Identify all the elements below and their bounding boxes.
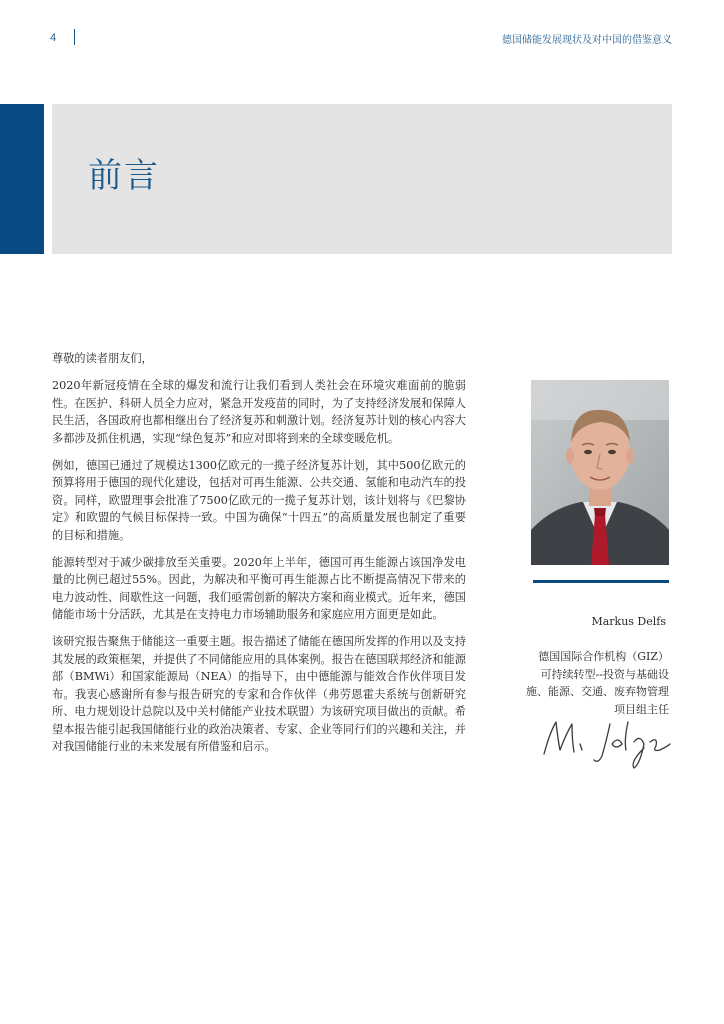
author-portrait [531, 380, 669, 565]
author-name: Markus Delfs [591, 615, 666, 628]
paragraph-2: 例如，德国已通过了规模达1300亿欧元的一揽子经济复苏计划，其中500亿欧元的预算将用于德国的现代化建设，包括对可再生能源、公共交通、氢能和电动汽车的投资。同样，欧盟理事会批准了7500亿欧元的一揽子复苏计划，该计划将与《巴黎协定》和欧盟的气候目标保持一致。中国为确保“十四五”的高质量发展也制定了重要的目标和措施。 [52, 458, 466, 542]
photo-rule [533, 580, 669, 583]
affiliation-line: 德国国际合作机构（GIZ） [538, 650, 669, 663]
author-affiliation [500, 648, 669, 718]
accent-bar [0, 104, 44, 254]
paragraph-3: 能源转型对于减少碳排放至关重要。2020年上半年，德国可再生能源占该国净发电量的比例已超过55%。因此，为解决和平衡可再生能源占比不断提高情况下带来的电力波动性、间歇性这一问题，我们亟需创新的解决方案和商业模式。近年来，德国储能市场十分活跃，尤其是在支持电力市场辅助服务和家庭应用方面更是如此。 [52, 555, 466, 621]
paragraph-4: 该研究报告聚焦于储能这一重要主题。报告描述了储能在德国所发挥的作用以及支持其发展的政策框架，并提供了不同储能应用的具体案例。报告在德国联邦经济和能源部（BMWi）和国家能源局（NEA）的指导下，由中德能源与能效合作伙伴项目发布。我衷心感谢所有参与报告研究的专家和合作伙伴（弗劳恩霍夫系统与创新研究所、电力规划设计总院以及中关村储能产业技术联盟）为该研究项目做出的贡献。希望本报告能引起我国储能行业的政治决策者、专家、企业等同行们的兴趣和关注，并对我国储能行业的未来发展有所借鉴和启示。 [52, 635, 466, 753]
salutation: 尊敬的读者朋友们， [52, 352, 153, 365]
body-text [52, 350, 466, 765]
page-number: 4 [50, 32, 57, 44]
running-title: 德国储能发展现状及对中国的借鉴意义 [502, 35, 672, 46]
affiliation-line: 施、能源、交通、废弃物管理 [526, 685, 669, 698]
signature [540, 714, 675, 774]
header-divider [74, 29, 75, 45]
paragraph-1: 2020年新冠疫情在全球的爆发和流行让我们看到人类社会在环境灾难面前的脆弱性。在医护、科研人员全力应对，紧急开发疫苗的同时，为了支持经济发展和保障人民生活，各国政府也都相继出台了经济复苏和刺激计划。经济复苏计划的核心内容大多都涉及抓住机遇，实现“绿色复苏”和应对即将到来的全球变暖危机。 [52, 379, 466, 445]
affiliation-line: 可持续转型--投资与基础设 [540, 667, 669, 681]
page-title: 前言 [88, 156, 160, 196]
affiliation-line: 项目组主任 [614, 702, 669, 716]
